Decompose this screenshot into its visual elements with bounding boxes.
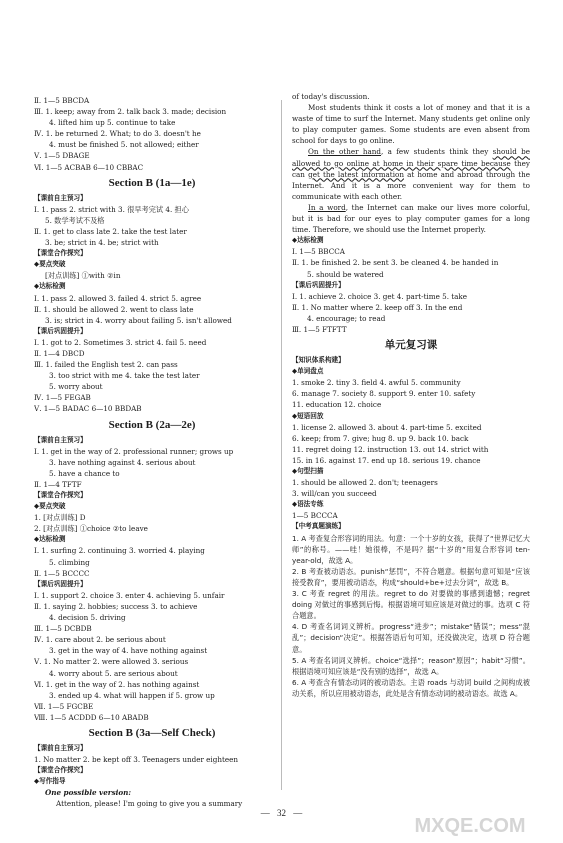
topic-heading: ◆短语回放 [292, 411, 324, 420]
answer-line: 6. manage 7. society 8. support 9. enter 10. safety [292, 389, 476, 399]
answer-line: 4. decision 5. driving [49, 613, 126, 623]
exam-explanation: 1. A 考查复合形容词的用法。句意：一个十岁的女孩，获得了“世界记忆大师”的称号。——哇！她很棒，不是吗？据“十岁的”用复合形容词 ten-year-old，故选 A。 [292, 533, 530, 565]
page-number-value: 32 [277, 808, 286, 818]
answer-line: Ⅱ. 1. No matter where 2. keep off 3. In the end [292, 302, 463, 312]
answer-line: 4. lifted him up 5. continue to take [49, 118, 176, 128]
answer-line: 4. must be finished 5. not allowed; either [49, 140, 199, 150]
subsection-heading: 【课前自主预习】 [34, 743, 87, 752]
topic-heading: ◆要点突破 [34, 260, 66, 269]
exam-explanation: 5. A 考查名词词义辨析。choice“选择”；reason“原因”；habit“习惯”。根据语境可知应该是“没有别的选择”，故选 A。 [292, 655, 530, 676]
subsection-heading: 【课前自主预习】 [34, 435, 87, 444]
subsection-heading: 【中考真题演练】 [292, 522, 345, 531]
essay-underlined: In a word [308, 202, 346, 212]
answer-line: 1—5 BCCCA [292, 511, 338, 521]
exam-explanation: 2. B 考查被动语态。punish“惩罚”，不符合题意。根据句意可知是“应该接受教育”，要用被动语态，构成“should+be+过去分词”，故选 B。 [292, 566, 530, 587]
answer-line: 11. regret doing 12. instruction 13. out 14. strict with [292, 444, 489, 454]
essay-underlined: On the other hand [308, 147, 382, 157]
topic-heading: ◆语法专练 [292, 500, 324, 509]
possible-version-label: One possible version: [45, 788, 132, 798]
section-title: Section B (1a—1e) [108, 176, 196, 189]
subsection-heading: 【课堂合作探究】 [34, 766, 87, 775]
subsection-heading: 【课堂合作探究】 [34, 249, 87, 258]
answer-line: Ⅱ. 1. saying 2. hobbies; success 3. to achieve [34, 601, 198, 611]
exam-explanation: 3. C 考查 regret 的用法。regret to do 对要做的事感到遗憾；regret doing 对做过的事感到后悔。根据语境可知应该是对做过的事。选项 C 符合题意。 [292, 589, 530, 621]
answer-line: 3. is; strict in 4. worry about failing 5. isn't allowed [45, 315, 232, 325]
right-column [292, 92, 530, 699]
section-title: Section B (2a—2e) [108, 418, 196, 431]
essay-paragraph [292, 146, 530, 201]
topic-heading: ◆句型扫描 [292, 467, 324, 475]
topic-heading: ◆达标检测 [292, 236, 324, 245]
page-number: — 32 — [260, 808, 303, 818]
section-title: Section B (3a—Self Check) [88, 726, 216, 739]
answer-line: 3. will/can you succeed [292, 489, 377, 499]
topic-heading: ◆写作指导 [34, 777, 66, 786]
answer-line: Ⅲ. 1—5 DCBDB [34, 624, 92, 634]
watermark-logo [395, 808, 545, 840]
answer-line: 5. 数学考试不及格 [45, 215, 105, 225]
answer-line: Ⅵ. 1. get in the way of 2. has nothing against [34, 679, 200, 689]
topic-heading: ◆要点突破 [34, 502, 66, 511]
essay-text: Attention, please! I'm going to give you a summary [56, 799, 243, 809]
answer-line: Ⅱ. 1. get to class late 2. take the test later [34, 226, 187, 236]
answer-line: 5. worry about [49, 382, 103, 392]
answer-line: Ⅱ. 1. be finished 2. be sent 3. be cleaned 4. be handed in [292, 258, 499, 268]
subsection-heading: 【课后巩固提升】 [34, 326, 87, 335]
answer-line: Ⅰ. 1. surfing 2. continuing 3. worried 4. playing [34, 546, 205, 556]
answer-line: 3. ended up 4. what will happen if 5. grow up [49, 690, 215, 700]
essay-text: , the Internet can make our lives more colorful, but it is bad for our eyes to play computer games for a long time. Therefore, we should use the Internet properly. [292, 202, 530, 235]
answer-line: Ⅲ. 1—5 FTFTT [292, 324, 347, 334]
answer-line: 4. encourage; to read [307, 313, 386, 323]
answer-line: 6. keep; from 7. give; hug 8. up 9. back 10. back [292, 433, 469, 443]
answer-line: 11. education 12. choice [292, 400, 382, 410]
answer-line: 2. [对点训练] ①choice ②to leave [34, 524, 148, 534]
answer-line: 15. in 16. against 17. end up 18. serious 19. chance [292, 455, 481, 465]
answer-line: Ⅵ. 1—5 ACBAB 6—10 CBBAC [34, 162, 144, 172]
left-column [34, 95, 270, 810]
essay-text: they can [292, 158, 530, 179]
answer-line: 4. worry about 5. are serious about [49, 668, 178, 678]
section-title: 单元复习课 [384, 339, 438, 352]
essay-text: at home and abroad through the Internet. And it is a more convenient way for them to communicate with each other. [292, 169, 530, 201]
subsection-heading: 【课后巩固提升】 [34, 579, 87, 588]
answer-line: 1. No matter 2. be kept off 3. Teenagers under eighteen [34, 755, 238, 765]
topic-heading: ◆达标检测 [34, 282, 66, 291]
answer-line: Ⅰ. 1. pass 2. strict with 3. 很早考完试 4. 担心 [34, 204, 189, 214]
answer-line: 3. have nothing against 4. serious about [49, 457, 196, 467]
answer-line: Ⅲ. 1. failed the English test 2. can pass [34, 360, 178, 370]
answer-line: Ⅱ. 1. should be allowed 2. went to class late [34, 304, 194, 314]
topic-heading: ◆单词盘点 [292, 367, 324, 376]
answer-line: Ⅴ. 1. No matter 2. were allowed 3. serious [34, 657, 189, 667]
answer-line: Ⅰ. 1—5 BBCCA [292, 247, 345, 257]
answer-line: Ⅱ. 1—5 BCCCC [34, 568, 90, 578]
answer-line: Ⅲ. 1. keep; away from 2. talk back 3. made; decision [34, 107, 227, 117]
answer-line: Ⅰ. 1. get in the way of 2. professional runner; grows up [34, 446, 234, 456]
essay-paragraph [292, 202, 530, 235]
answer-line: Ⅱ. 1—4 TFTF [34, 479, 82, 489]
answer-line: Ⅶ. 1—5 FGCBE [34, 701, 94, 711]
essay-underlined: should be allowed to go online at home in their spare time because [292, 147, 530, 168]
answer-line: 1. license 2. allowed 3. about 4. part-time 5. excited [292, 422, 482, 432]
answer-line: 3. get in the way of 4. have nothing against [49, 646, 208, 656]
answer-line: 3. be; strict in 4. be; strict with [45, 238, 159, 248]
column-divider [281, 100, 282, 790]
answer-line: Ⅴ. 1—5 BADAC 6—10 BBDAB [34, 404, 142, 414]
answer-line: 1. should be allowed 2. don't; teenagers [292, 478, 438, 488]
exam-explanation: 4. D 考查名词词义辨析。progress“进步”；mistake“错误”；mess“混乱”；decision“决定”。根据答语后句可知，还没做决定，选项 D 符合题意。 [292, 622, 530, 654]
answer-line: 1. smoke 2. tiny 3. field 4. awful 5. community [292, 378, 461, 388]
answer-line: 5. climbing [49, 557, 90, 567]
answer-line: Ⅰ. 1. got to 2. Sometimes 3. strict 4. fail 5. need [34, 337, 207, 347]
exam-explanation: 6. A 考查含有情态动词的被动语态。主语 roads 与动词 build 之间构成被动关系，所以应用被动语态，此处是含有情态动词的被动语态。故选 A。 [292, 677, 530, 698]
answer-line: 5. should be watered [307, 269, 384, 279]
topic-heading: ◆达标检测 [34, 535, 66, 544]
subsection-heading: 【课前自主预习】 [34, 193, 87, 202]
answer-line: Ⅰ. 1. achieve 2. choice 3. get 4. part-time 5. take [292, 291, 468, 301]
answer-line: 5. have a chance to [49, 468, 120, 478]
essay-text: , a few students think they [381, 147, 493, 157]
essay-text: of today's discussion. [292, 92, 370, 101]
essay-underlined: get the latest information [308, 169, 404, 179]
answer-line: 3. too strict with me 4. take the test later [49, 371, 200, 381]
answer-line: Ⅳ. 1. be returned 2. What; to do 3. doesn't he [34, 129, 201, 139]
answer-line: [对点训练] ①with ②in [45, 271, 121, 281]
subsection-heading: 【知识体系构建】 [292, 356, 345, 365]
answer-line: Ⅷ. 1—5 ACDDD 6—10 ABADB [34, 712, 149, 722]
answer-line: Ⅰ. 1. support 2. choice 3. enter 4. achieving 5. unfair [34, 590, 225, 600]
answer-line: Ⅱ. 1—5 BBCDA [34, 96, 90, 105]
answer-line: Ⅳ. 1—5 FEGAB [34, 393, 91, 403]
answer-line: Ⅳ. 1. care about 2. be serious about [34, 635, 166, 645]
answer-line: Ⅴ. 1—5 DBAGE [34, 151, 90, 161]
answer-line: Ⅰ. 1. pass 2. allowed 3. failed 4. strict 5. agree [34, 293, 202, 303]
answer-line: 1. [对点训练] D [34, 513, 86, 523]
answer-line: Ⅱ. 1—4 DBCD [34, 348, 85, 358]
subsection-heading: 【课堂合作探究】 [34, 491, 87, 499]
subsection-heading: 【课后巩固提升】 [292, 280, 345, 289]
watermark-text: MXQE.COM [414, 815, 526, 837]
essay-paragraph: Most students think it costs a lot of money and that it is a waste of time to surf the Internet. Many students get online only to play computer games. Some students are even absent from school for days to go online. [292, 103, 530, 146]
